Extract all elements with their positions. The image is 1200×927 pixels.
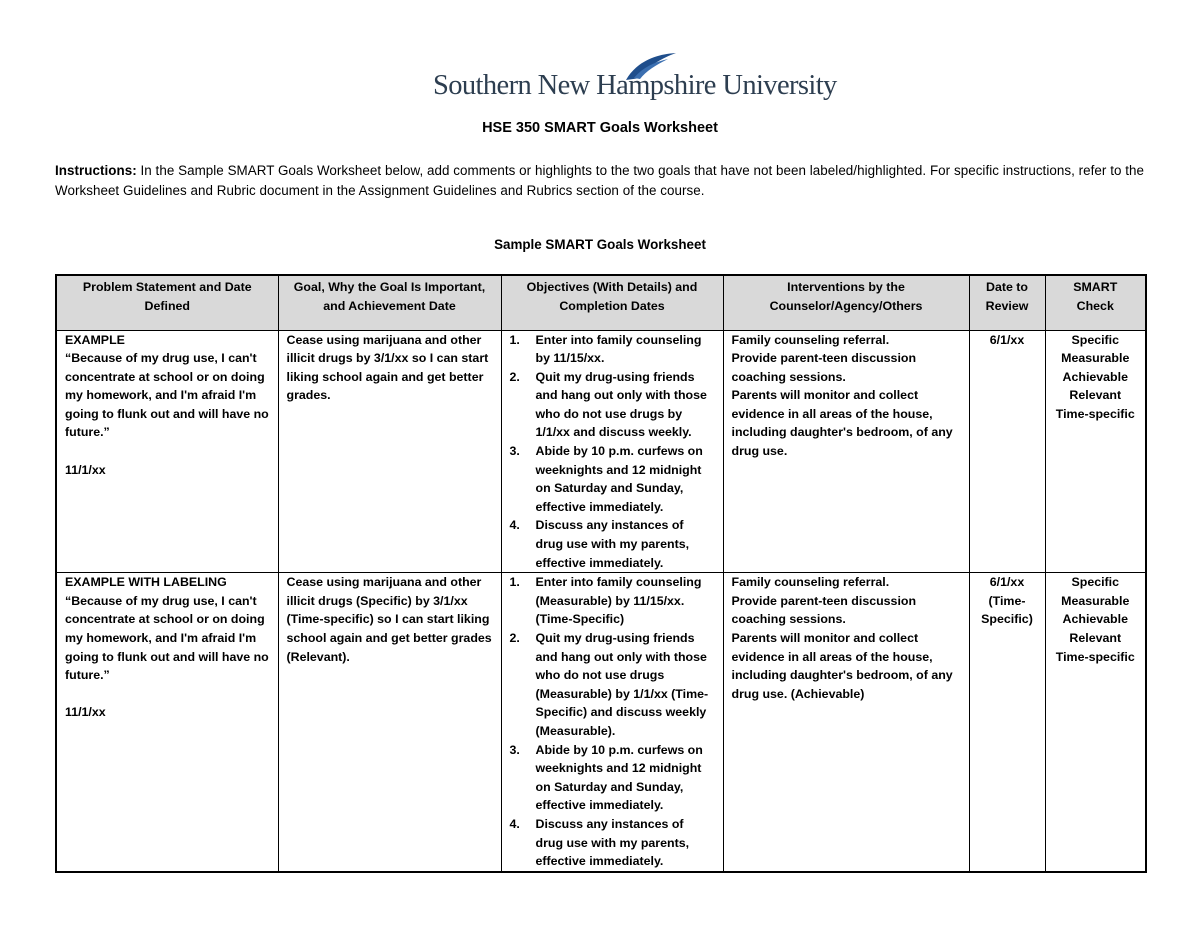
table-row <box>56 330 1146 573</box>
problem-cell <box>56 330 278 573</box>
list-item: 1. Enter into family counseling by 11/15/xx. <box>509 332 702 366</box>
page-title: HSE 350 SMART Goals Worksheet <box>482 120 718 136</box>
problem-text: “Because of my drug use, I can't concentrate at school or on doing my homework, and I'm afraid I'm going to flunk out and will have no future.” <box>65 593 269 683</box>
table-row <box>56 573 1146 872</box>
instructions-label: Instructions: <box>55 163 137 178</box>
list-item: 2. Quit my drug-using friends and hang out only with those who do not use drugs (Measurable) by 1/1/xx (Time-Specific) and discuss weekly (Measurable). <box>509 631 709 738</box>
logo-text: Southern New Hampshire University <box>433 70 837 101</box>
goal-cell: Cease using marijuana and other illicit drugs by 3/1/xx so I can start liking school again and get better grades. <box>278 330 501 573</box>
list-item: 2. Quit my drug-using friends and hang out only with those who do not use drugs by 1/1/xx and discuss weekly. <box>509 369 707 440</box>
list-item: 4. Discuss any instances of drug use with my parents, effective immediately. <box>509 518 690 570</box>
instructions <box>55 161 1150 201</box>
problem-cell <box>56 573 278 872</box>
smart-check-cell: Specific Measurable Achievable Relevant Time-specific <box>1045 330 1146 573</box>
header-goal: Goal, Why the Goal Is Important, and Achievement Date <box>278 275 501 330</box>
review-date-cell: 6/1/xx <box>969 330 1045 573</box>
university-logo <box>433 52 837 107</box>
interventions-cell: Family counseling referral. Provide parent-teen discussion coaching sessions. Parents will monitor and collect evidence in all areas of the house, including daughter's bedroom, of any drug use. (Achievable) <box>723 573 969 872</box>
list-item: 3. Abide by 10 p.m. curfews on weeknights and 12 midnight on Saturday and Sunday, effective immediately. <box>509 742 703 813</box>
header-interventions: Interventions by the Counselor/Agency/Others <box>723 275 969 330</box>
header-problem: Problem Statement and Date Defined <box>56 275 278 330</box>
smart-check-cell: Specific Measurable Achievable Relevant Time-specific <box>1045 573 1146 872</box>
instructions-text: In the Sample SMART Goals Worksheet below, add comments or highlights to the two goals that have not been labeled/highlighted. For specific instructions, refer to the Worksheet Guidelines and Rubric document in the Assignment Guidelines and Rubrics section of the course. <box>55 163 1144 198</box>
problem-date: 11/1/xx <box>65 462 106 477</box>
header-smart-check: SMART Check <box>1045 275 1146 330</box>
list-item: 1. Enter into family counseling (Measurable) by 11/15/xx. (Time-Specific) <box>509 575 702 627</box>
header-review-date: Date to Review <box>969 275 1045 330</box>
header-objectives: Objectives (With Details) and Completion Dates <box>501 275 723 330</box>
problem-date: 11/1/xx <box>65 705 106 720</box>
problem-text: “Because of my drug use, I can't concentrate at school or on doing my homework, and I'm afraid I'm going to flunk out and will have no future.” <box>65 351 269 440</box>
table-header-row <box>56 275 1146 330</box>
worksheet-subtitle: Sample SMART Goals Worksheet <box>494 237 706 252</box>
review-date-cell: 6/1/xx (Time-Specific) <box>969 573 1045 872</box>
problem-label: EXAMPLE <box>65 332 125 347</box>
smart-goals-table <box>55 274 1147 873</box>
interventions-cell: Family counseling referral. Provide parent-teen discussion coaching sessions. Parents will monitor and collect evidence in all areas of the house, including daughter's bedroom, of any drug use. <box>723 330 969 573</box>
objectives-cell <box>501 330 723 573</box>
goal-cell: Cease using marijuana and other illicit drugs (Specific) by 3/1/xx (Time-specific) so I can start liking school again and get better grades (Relevant). <box>278 573 501 872</box>
list-item: 3. Abide by 10 p.m. curfews on weeknights and 12 midnight on Saturday and Sunday, effective immediately. <box>509 444 703 514</box>
problem-label: EXAMPLE WITH LABELING <box>65 575 227 590</box>
list-item: 4. Discuss any instances of drug use with my parents, effective immediately. <box>509 816 690 869</box>
objectives-cell <box>501 573 723 872</box>
